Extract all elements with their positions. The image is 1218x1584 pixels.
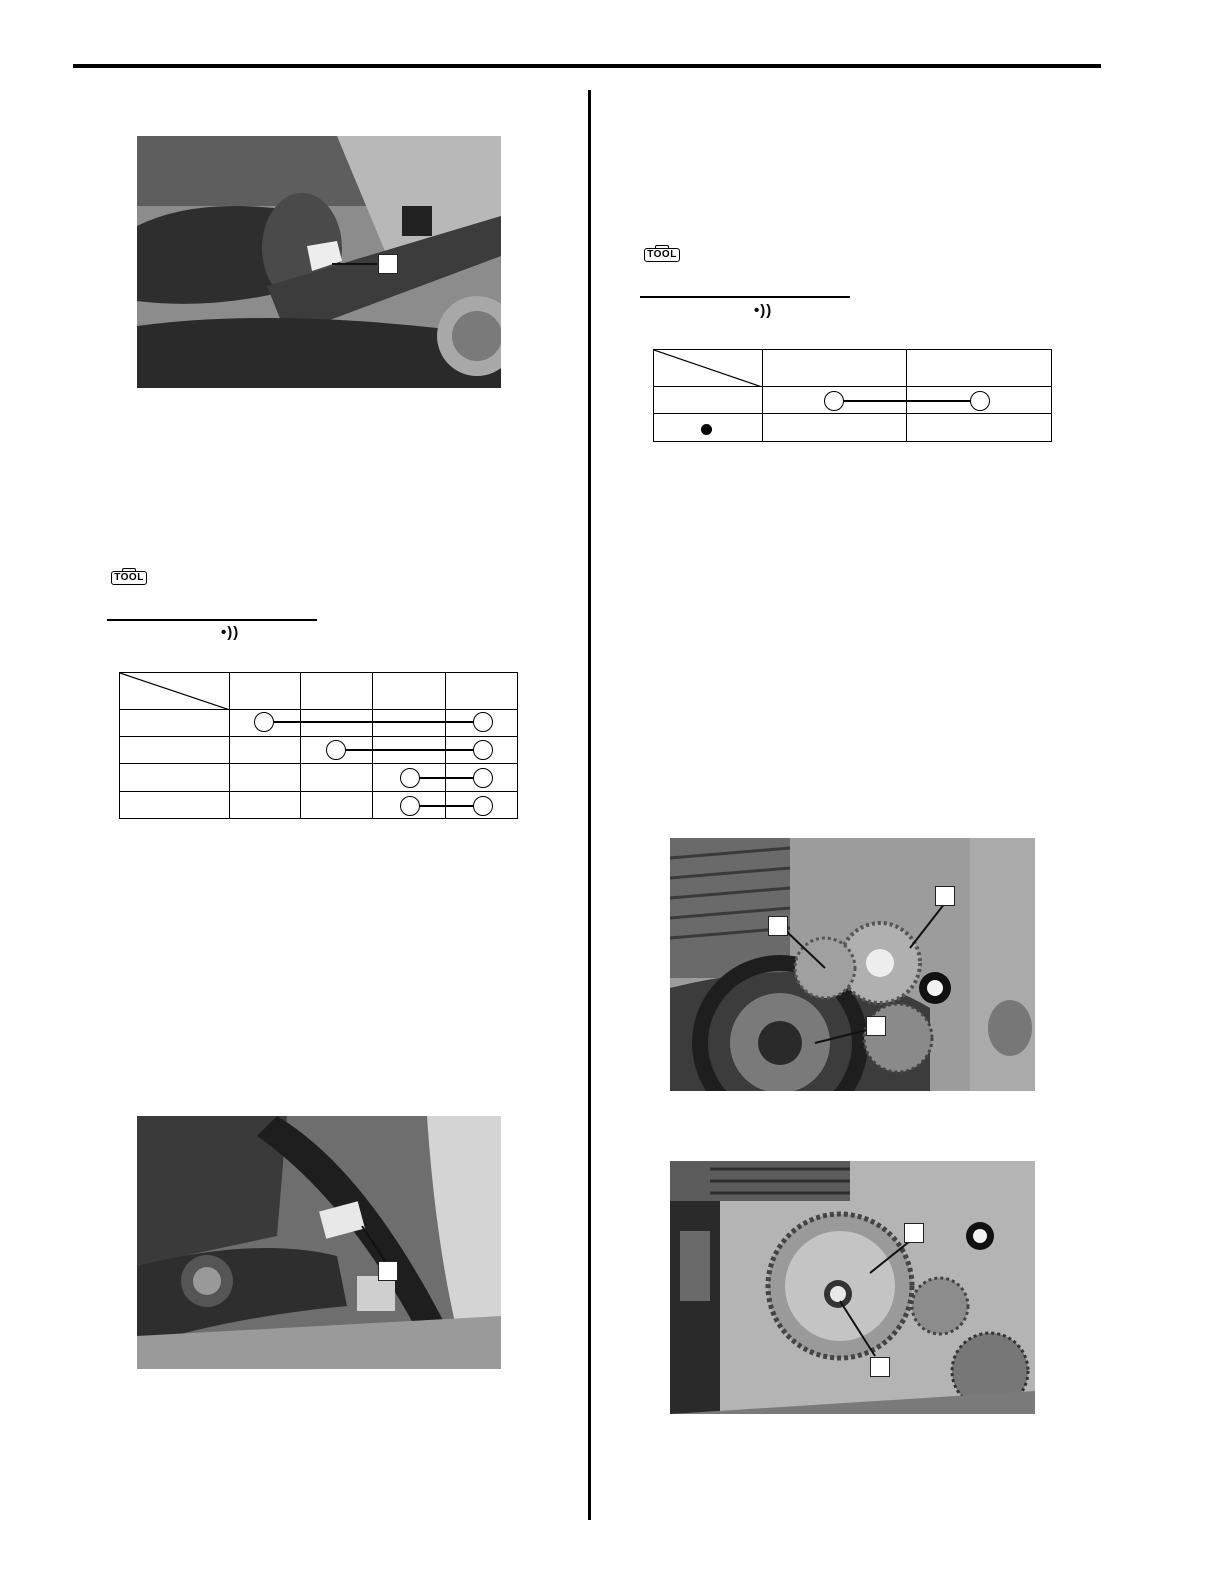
- callout-label: [866, 1016, 886, 1036]
- callout-label: [378, 254, 398, 274]
- photo-engine-gears-upper: [670, 838, 1035, 1091]
- terminal-circle: [400, 796, 420, 816]
- connection-line: [410, 805, 482, 807]
- table-header-cell: [230, 673, 300, 710]
- continuity-table-right: [653, 349, 1052, 442]
- connection-line: [264, 721, 482, 723]
- table-header-cell: [762, 350, 907, 387]
- callout-label: [935, 886, 955, 906]
- terminal-circle: [473, 768, 493, 788]
- tool-spec-underline: [107, 619, 317, 621]
- terminal-circle: [473, 712, 493, 732]
- tool-icon: TOOL: [111, 571, 147, 585]
- table-header-cell: [300, 673, 372, 710]
- continuity-table-left: [119, 672, 518, 819]
- terminal-circle: [400, 768, 420, 788]
- terminal-circle: [326, 740, 346, 760]
- table-header-cell: [373, 673, 445, 710]
- table-header-cell: [445, 673, 517, 710]
- table-header-diagonal: [120, 673, 230, 710]
- terminal-circle: [473, 796, 493, 816]
- callout-label: [904, 1223, 924, 1243]
- terminal-circle: [473, 740, 493, 760]
- table-header-cell: [907, 350, 1052, 387]
- continuity-test-icon: •)): [754, 302, 773, 319]
- tool-spec-underline: [640, 296, 850, 298]
- header-rule: [73, 64, 1101, 68]
- tool-icon: TOOL: [644, 248, 680, 262]
- terminal-circle: [824, 391, 844, 411]
- connection-line: [336, 749, 482, 751]
- connection-line: [410, 777, 482, 779]
- terminal-circle: [970, 391, 990, 411]
- continuity-test-icon: •)): [221, 624, 240, 641]
- connection-line: [834, 400, 980, 402]
- table-row: [120, 710, 518, 737]
- callout-label: [378, 1261, 398, 1281]
- table-row: [654, 414, 1052, 442]
- terminal-circle: [254, 712, 274, 732]
- callout-label: [768, 916, 788, 936]
- column-divider: [588, 90, 591, 1520]
- table-header-diagonal: [654, 350, 763, 387]
- position-dot-icon: [701, 424, 712, 435]
- photo-engine-gears-lower: [670, 1161, 1035, 1414]
- photo-handlebar-switch-connector: [137, 136, 501, 388]
- photo-lead-wire-connector: [137, 1116, 501, 1369]
- callout-label: [870, 1357, 890, 1377]
